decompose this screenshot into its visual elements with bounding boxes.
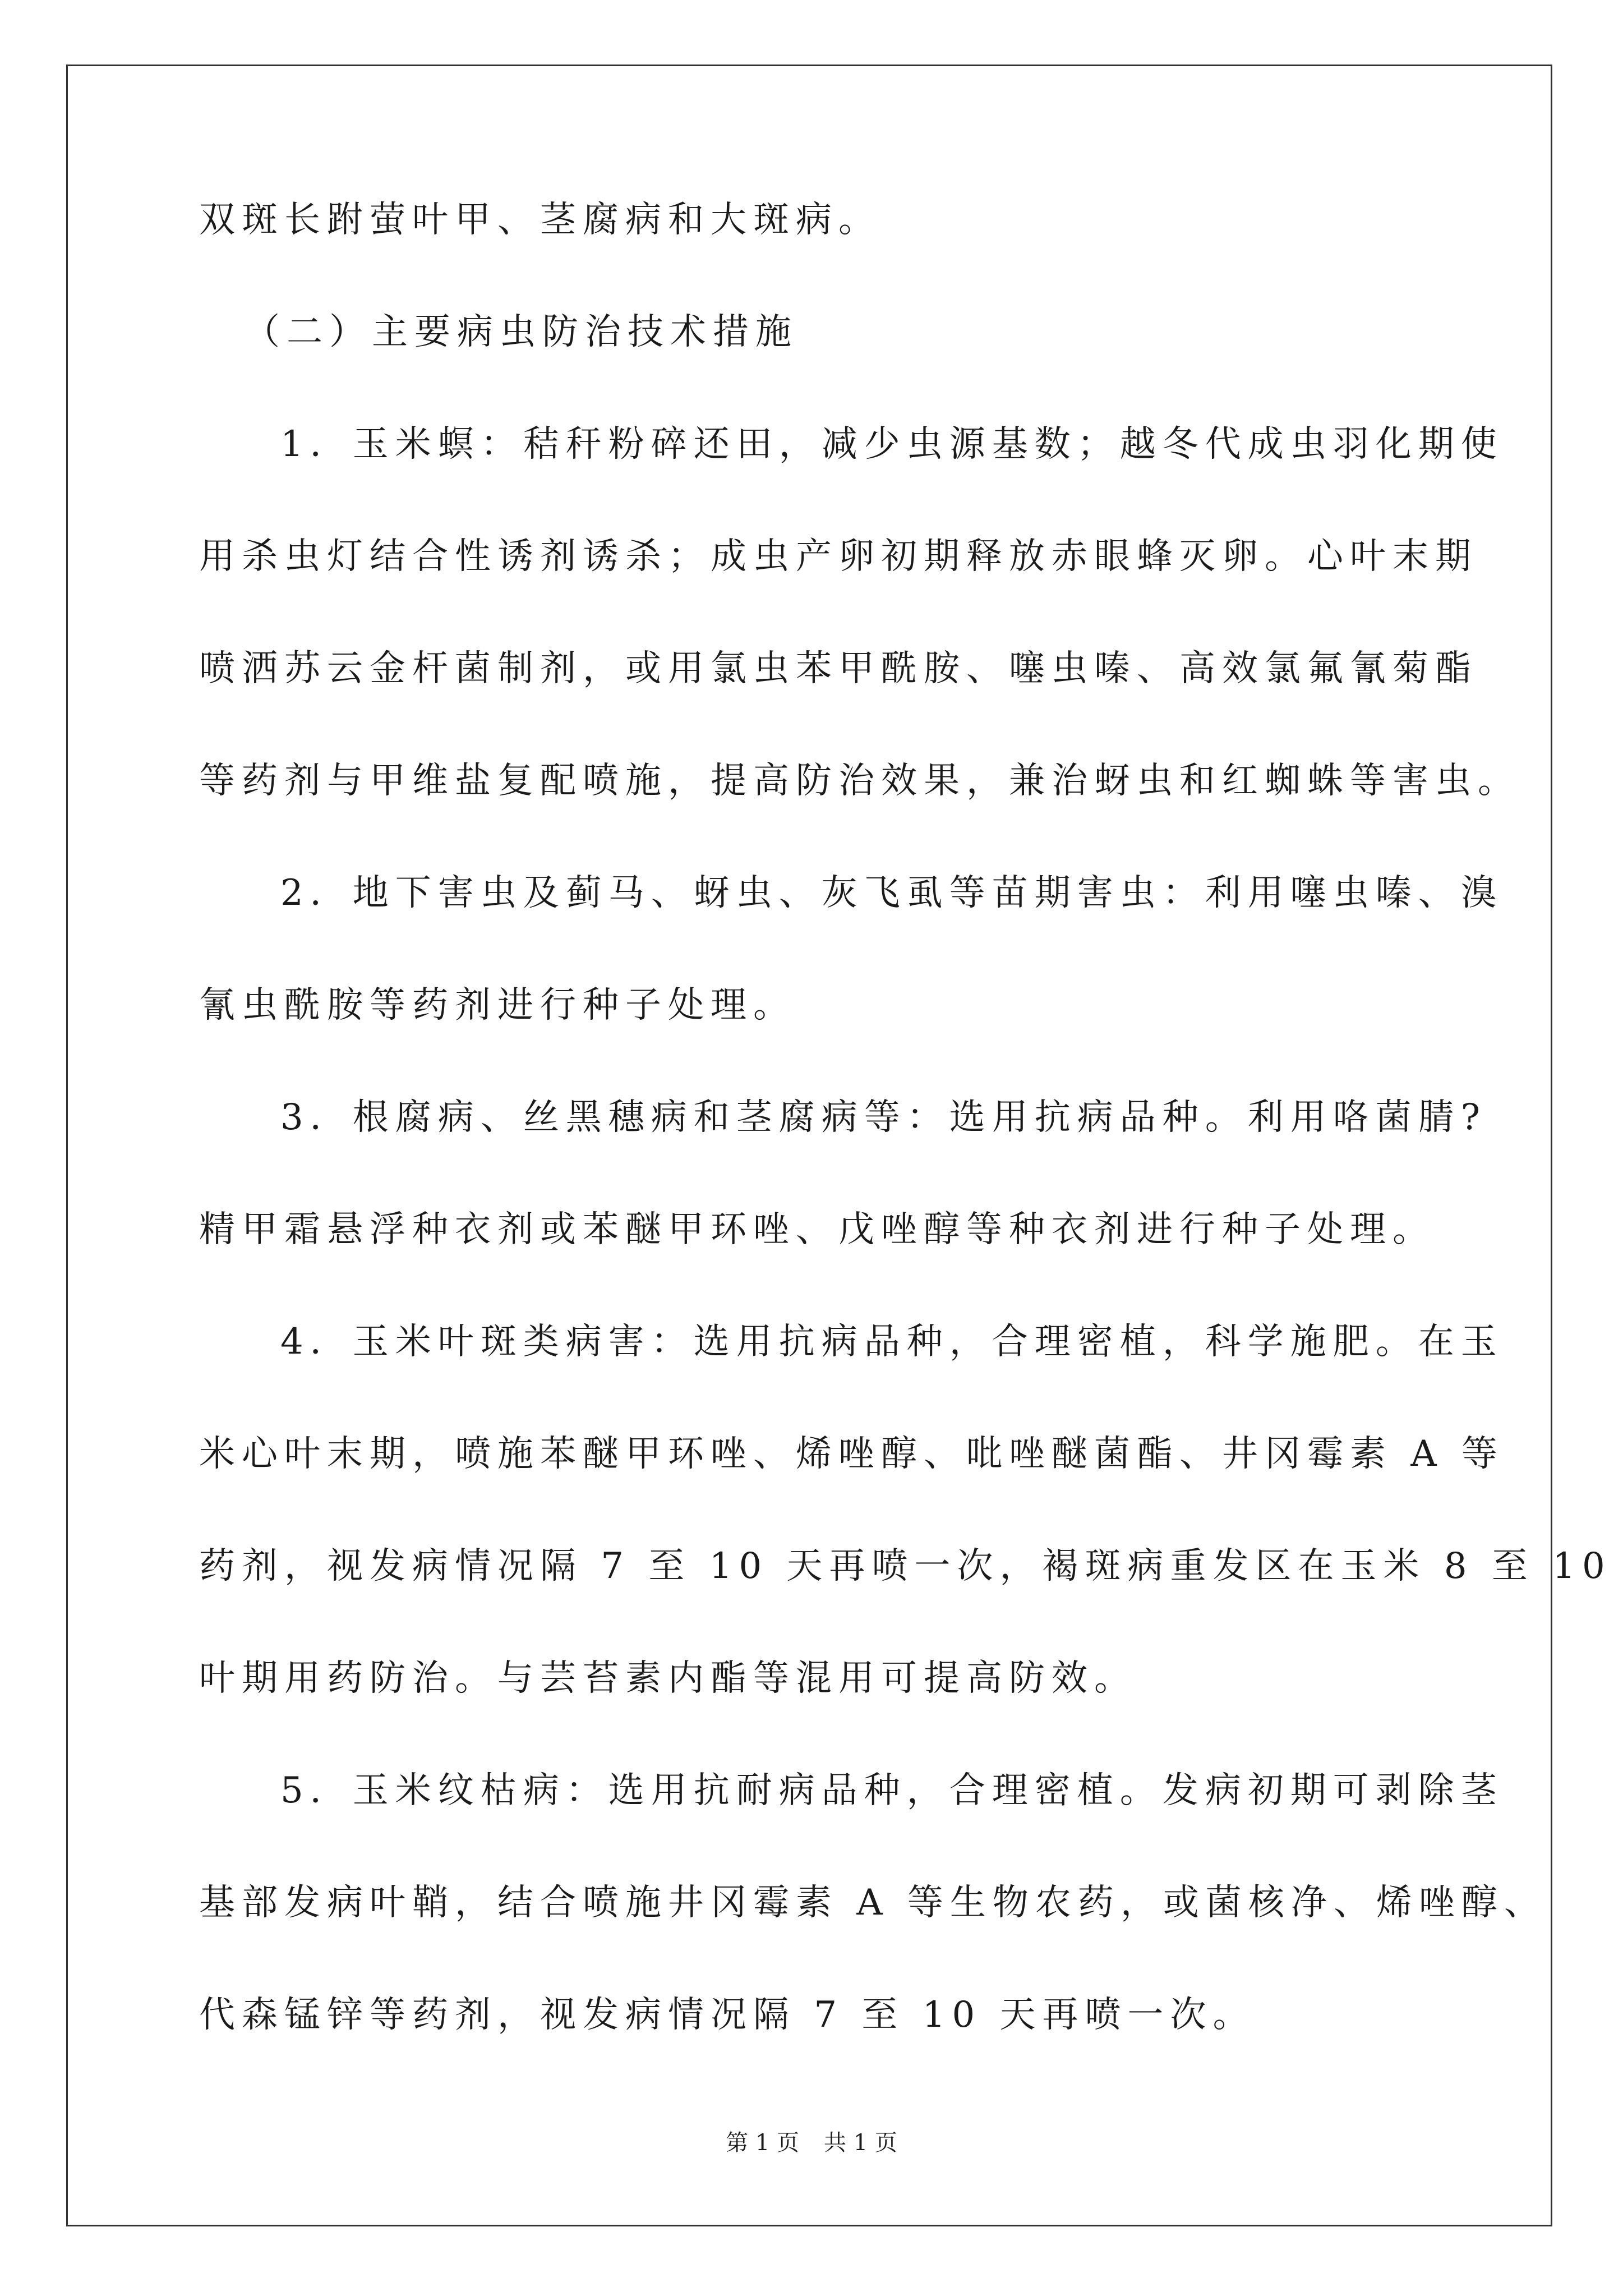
- text-line: 等药剂与甲维盐复配喷施，提高防治效果，兼治蚜虫和红蜘蛛等害虫。: [199, 760, 1520, 802]
- page-total: 共 1 页: [824, 2130, 897, 2156]
- text-line: 叶期用药防治。与芸苔素内酯等混用可提高防效。: [199, 1658, 1137, 1699]
- page-footer: [0, 2132, 1623, 2154]
- text-line: 4．玉米叶斑类病害：选用抗病品种，合理密植，科学施肥。在玉: [280, 1321, 1504, 1363]
- text-line: 药剂，视发病情况隔 7 至 10 天再喷一次，褐斑病重发区在玉米 8 至 10: [199, 1545, 1612, 1587]
- text-line: 代森锰锌等药剂，视发病情况隔 7 至 10 天再喷一次。: [199, 1994, 1256, 2036]
- section-heading: （二）主要病虫防治技术措施: [244, 311, 798, 353]
- text-line: 双斑长跗萤叶甲、茎腐病和大斑病。: [199, 199, 881, 241]
- text-line: 氰虫酰胺等药剂进行种子处理。: [199, 984, 796, 1026]
- text-line: 3．根腐病、丝黑穗病和茎腐病等：选用抗病品种。利用咯菌腈?: [280, 1097, 1487, 1138]
- text-line: 1．玉米螟：秸秆粉碎还田，减少虫源基数；越冬代成虫羽化期使: [280, 424, 1504, 465]
- text-line: 5．玉米纹枯病：选用抗耐病品种，合理密植。发病初期可剥除茎: [280, 1770, 1504, 1811]
- text-line: 喷洒苏云金杆菌制剂，或用氯虫苯甲酰胺、噻虫嗪、高效氯氟氰菊酯: [199, 648, 1478, 689]
- text-line: 精甲霜悬浮种衣剂或苯醚甲环唑、戊唑醇等种衣剂进行种子处理。: [199, 1209, 1435, 1250]
- text-line: 米心叶末期，喷施苯醚甲环唑、烯唑醇、吡唑醚菌酯、井冈霉素 A 等: [199, 1433, 1504, 1475]
- text-line: 基部发病叶鞘，结合喷施井冈霉素 A 等生物农药，或菌核净、烯唑醇、: [199, 1882, 1547, 1924]
- page-number: 第 1 页: [726, 2130, 799, 2156]
- text-line: 用杀虫灯结合性诱剂诱杀；成虫产卵初期释放赤眼蜂灭卵。心叶末期: [199, 536, 1478, 577]
- text-line: 2．地下害虫及蓟马、蚜虫、灰飞虱等苗期害虫：利用噻虫嗪、溴: [280, 872, 1504, 914]
